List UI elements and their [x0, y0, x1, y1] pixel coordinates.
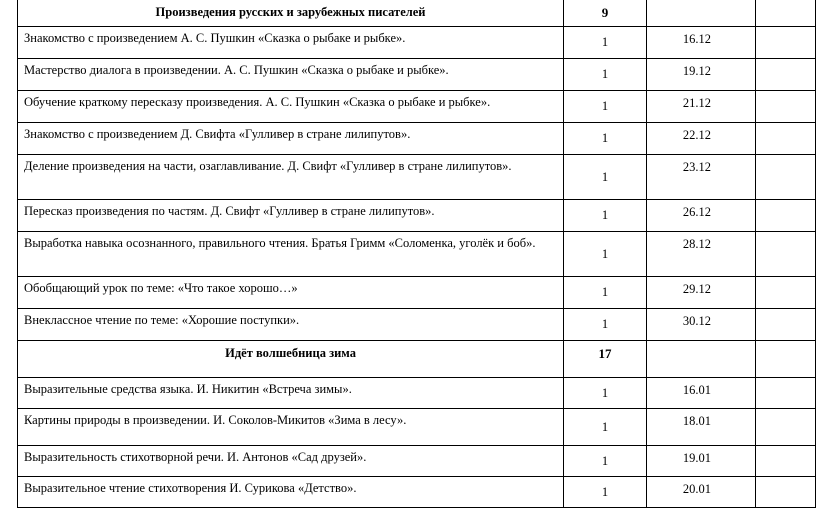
section-note-cell: [756, 0, 816, 27]
lesson-hours: 1: [564, 27, 647, 59]
lesson-hours: 1: [564, 59, 647, 91]
lesson-note-cell: [756, 309, 816, 341]
lesson-row: [18, 155, 816, 200]
lesson-note-cell: [756, 446, 816, 477]
lesson-row: [18, 123, 816, 155]
lesson-row: [18, 59, 816, 91]
lesson-date: 16.12: [646, 27, 755, 59]
lesson-date: 30.12: [646, 309, 755, 341]
lesson-hours: 1: [564, 477, 647, 508]
lesson-topic: Обобщающий урок по теме: «Что такое хорошо…»: [18, 277, 564, 309]
lesson-hours: 1: [564, 309, 647, 341]
lesson-date: 22.12: [646, 123, 755, 155]
lesson-hours: 1: [564, 232, 647, 277]
lesson-date: 16.01: [646, 378, 755, 409]
lesson-date: 21.12: [646, 91, 755, 123]
lesson-row: [18, 91, 816, 123]
lesson-topic: Деление произведения на части, озаглавливание. Д. Свифт «Гулливер в стране лилипутов».: [18, 155, 564, 200]
lesson-note-cell: [756, 409, 816, 446]
lesson-topic: Обучение краткому пересказу произведения. А. С. Пушкин «Сказка о рыбаке и рыбке».: [18, 91, 564, 123]
lesson-topic: Выразительные средства языка. И. Никитин «Встреча зимы».: [18, 378, 564, 409]
lesson-topic: Пересказ произведения по частям. Д. Свифт «Гулливер в стране лилипутов».: [18, 200, 564, 232]
lesson-hours: 1: [564, 446, 647, 477]
lesson-hours: 1: [564, 277, 647, 309]
lesson-row: [18, 409, 816, 446]
lesson-row: [18, 27, 816, 59]
lesson-date: 20.01: [646, 477, 755, 508]
lesson-topic: Выразительность стихотворной речи. И. Антонов «Сад друзей».: [18, 446, 564, 477]
lesson-hours: 1: [564, 91, 647, 123]
lesson-row: [18, 446, 816, 477]
lesson-topic: Внеклассное чтение по теме: «Хорошие поступки».: [18, 309, 564, 341]
section-date-cell: [646, 341, 755, 378]
lesson-note-cell: [756, 378, 816, 409]
lesson-row: [18, 477, 816, 508]
lesson-hours: 1: [564, 123, 647, 155]
lesson-note-cell: [756, 477, 816, 508]
lesson-note-cell: [756, 123, 816, 155]
section-date-cell: [646, 0, 755, 27]
lesson-date: 26.12: [646, 200, 755, 232]
lesson-topic: Выработка навыка осознанного, правильного чтения. Братья Гримм «Соломенка, уголёк и боб».: [18, 232, 564, 277]
lesson-date: 19.12: [646, 59, 755, 91]
section-title: Идёт волшебница зима: [18, 341, 564, 378]
section-hours: 9: [564, 0, 647, 27]
section-hours: 17: [564, 341, 647, 378]
section-title: Произведения русских и зарубежных писателей: [18, 0, 564, 27]
lesson-row: [18, 232, 816, 277]
section-row: [18, 341, 816, 378]
lesson-note-cell: [756, 232, 816, 277]
lesson-plan-table: [17, 0, 816, 508]
lesson-hours: 1: [564, 409, 647, 446]
lesson-date: 29.12: [646, 277, 755, 309]
lesson-row: [18, 378, 816, 409]
lesson-hours: 1: [564, 378, 647, 409]
section-note-cell: [756, 341, 816, 378]
lesson-note-cell: [756, 200, 816, 232]
lesson-row: [18, 309, 816, 341]
lesson-row: [18, 200, 816, 232]
lesson-note-cell: [756, 91, 816, 123]
lesson-row: [18, 277, 816, 309]
lesson-note-cell: [756, 59, 816, 91]
lesson-topic: Выразительное чтение стихотворения И. Сурикова «Детство».: [18, 477, 564, 508]
lesson-plan-body: [18, 0, 816, 508]
lesson-date: 18.01: [646, 409, 755, 446]
lesson-date: 19.01: [646, 446, 755, 477]
lesson-topic: Знакомство с произведением А. С. Пушкин «Сказка о рыбаке и рыбке».: [18, 27, 564, 59]
lesson-hours: 1: [564, 155, 647, 200]
lesson-topic: Знакомство с произведением Д. Свифта «Гулливер в стране лилипутов».: [18, 123, 564, 155]
lesson-topic: Картины природы в произведении. И. Соколов-Микитов «Зима в лесу».: [18, 409, 564, 446]
lesson-topic: Мастерство диалога в произведении. А. С. Пушкин «Сказка о рыбаке и рыбке».: [18, 59, 564, 91]
lesson-date: 23.12: [646, 155, 755, 200]
lesson-note-cell: [756, 155, 816, 200]
lesson-hours: 1: [564, 200, 647, 232]
section-row: [18, 0, 816, 27]
lesson-note-cell: [756, 27, 816, 59]
lesson-note-cell: [756, 277, 816, 309]
lesson-date: 28.12: [646, 232, 755, 277]
